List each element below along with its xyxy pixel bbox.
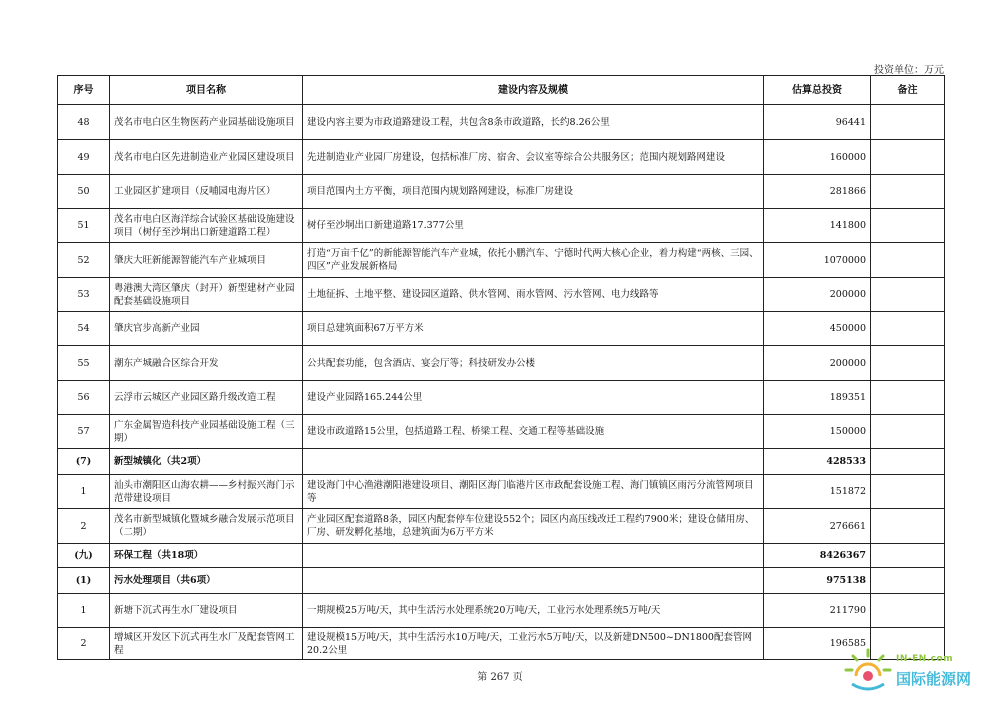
- cell-construction-content: 打造“万亩千亿”的新能源智能汽车产业城，依托小鹏汽车、宁德时代两大核心企业，着力构建“两核、三园、四区”产业发展新格局: [303, 243, 764, 278]
- table-group-row: [58, 544, 945, 568]
- cell-remark: [871, 381, 945, 415]
- cell-estimated-investment: 428533: [764, 449, 871, 475]
- cell-project-name: 茂名市电白区海洋综合试验区基础设施建设项目（树仔至沙垌出口新建道路工程）: [110, 209, 303, 243]
- cell-serial-number: 55: [58, 346, 110, 381]
- cell-remark: [871, 475, 945, 509]
- header-project-name: 项目名称: [110, 76, 303, 105]
- cell-serial-number: 53: [58, 278, 110, 312]
- table-row: [58, 140, 945, 175]
- cell-project-name: 茂名市电白区先进制造业产业园区建设项目: [110, 140, 303, 175]
- investment-unit-label: 投资单位：万元: [874, 65, 944, 76]
- project-table: [57, 75, 945, 660]
- cell-construction-content: 建设内容主要为市政道路建设工程，共包含8条市政道路，长约8.26公里: [303, 105, 764, 140]
- cell-remark: [871, 509, 945, 544]
- cell-estimated-investment: 160000: [764, 140, 871, 175]
- cell-serial-number: 2: [58, 628, 110, 660]
- cell-project-name: 粤港澳大湾区肇庆（封开）新型建材产业园配套基础设施项目: [110, 278, 303, 312]
- cell-remark: [871, 594, 945, 628]
- cell-project-name: 茂名市电白区生物医药产业园基础设施项目: [110, 105, 303, 140]
- cell-serial-number: 57: [58, 415, 110, 449]
- cell-estimated-investment: 8426367: [764, 544, 871, 568]
- table-header-row: [58, 76, 945, 105]
- cell-serial-number: 51: [58, 209, 110, 243]
- cell-project-name: 茂名市新型城镇化暨城乡融合发展示范项目（二期）: [110, 509, 303, 544]
- cell-remark: [871, 243, 945, 278]
- cell-construction-content: 一期规模25万吨/天，其中生活污水处理系统20万吨/天，工业污水处理系统5万吨/天: [303, 594, 764, 628]
- in-en-logo-icon: [842, 646, 894, 698]
- cell-construction-content: 建设规模15万吨/天，其中生活污水10万吨/天，工业污水5万吨/天，以及新建DN500~DN1800配套管网20.2公里: [303, 628, 764, 660]
- cell-project-name: 汕头市潮阳区山海农耕——乡村振兴海门示范带建设项目: [110, 475, 303, 509]
- cell-project-name: 工业园区扩建项目（反哺园电海片区）: [110, 175, 303, 209]
- cell-estimated-investment: 211790: [764, 594, 871, 628]
- cell-construction-content: 建设海门中心渔港潮阳港建设项目、潮阳区海门临港片区市政配套设施工程、海门镇镇区雨污分流管网项目等: [303, 475, 764, 509]
- table-row: [58, 312, 945, 346]
- page-number: 第 267 页: [477, 672, 523, 683]
- cell-estimated-investment: 450000: [764, 312, 871, 346]
- cell-estimated-investment: 200000: [764, 278, 871, 312]
- cell-construction-content: 先进制造业产业园厂房建设，包括标准厂房、宿舍、会议室等综合公共服务区；范围内规划路网建设: [303, 140, 764, 175]
- cell-construction-content: 建设产业园路165.244公里: [303, 381, 764, 415]
- cell-estimated-investment: 196585: [764, 628, 871, 660]
- cell-construction-content: [303, 544, 764, 568]
- cell-remark: [871, 568, 945, 594]
- table-row: [58, 209, 945, 243]
- cell-remark: [871, 415, 945, 449]
- cell-project-name: 环保工程（共18项）: [110, 544, 303, 568]
- cell-serial-number: (九): [58, 544, 110, 568]
- cell-project-name: 新塘下沉式再生水厂建设项目: [110, 594, 303, 628]
- cell-construction-content: 建设市政道路15公里，包括道路工程、桥梁工程、交通工程等基础设施: [303, 415, 764, 449]
- cell-construction-content: 树仔至沙垌出口新建道路17.377公里: [303, 209, 764, 243]
- cell-remark: [871, 278, 945, 312]
- cell-estimated-investment: 141800: [764, 209, 871, 243]
- cell-project-name: 潮东产城融合区综合开发: [110, 346, 303, 381]
- cell-remark: [871, 175, 945, 209]
- table-row: [58, 475, 945, 509]
- cell-estimated-investment: 189351: [764, 381, 871, 415]
- cell-estimated-investment: 276661: [764, 509, 871, 544]
- cell-serial-number: 1: [58, 475, 110, 509]
- table-row: [58, 509, 945, 544]
- header-remark: 备注: [871, 76, 945, 105]
- table-row: [58, 628, 945, 660]
- cell-estimated-investment: 150000: [764, 415, 871, 449]
- watermark-site-name: 国际能源网: [896, 670, 972, 688]
- cell-serial-number: 49: [58, 140, 110, 175]
- table-row: [58, 346, 945, 381]
- cell-construction-content: 产业园区配套道路8条，园区内配套停车位建设552个；园区内高压线改迁工程约7900米；建设仓储用房、厂房、研发孵化基地，总建筑面为6万平方米: [303, 509, 764, 544]
- cell-project-name: 污水处理项目（共6项）: [110, 568, 303, 594]
- cell-remark: [871, 105, 945, 140]
- table-group-row: [58, 449, 945, 475]
- table-group-row: [58, 568, 945, 594]
- table-row: [58, 381, 945, 415]
- cell-serial-number: (7): [58, 449, 110, 475]
- cell-construction-content: 土地征拆、土地平整、建设园区道路、供水管网、雨水管网、污水管网、电力线路等: [303, 278, 764, 312]
- table-row: [58, 105, 945, 140]
- cell-remark: [871, 209, 945, 243]
- cell-remark: [871, 312, 945, 346]
- cell-remark: [871, 140, 945, 175]
- table-row: [58, 594, 945, 628]
- cell-project-name: 肇庆官步高新产业园: [110, 312, 303, 346]
- cell-construction-content: 公共配套功能，包含酒店、宴会厅等；科技研发办公楼: [303, 346, 764, 381]
- cell-remark: [871, 346, 945, 381]
- cell-construction-content: 项目总建筑面积67万平方米: [303, 312, 764, 346]
- cell-project-name: 新型城镇化（共2项）: [110, 449, 303, 475]
- header-construction-content: 建设内容及规模: [303, 76, 764, 105]
- cell-construction-content: [303, 449, 764, 475]
- cell-project-name: 广东金属智造科技产业园基础设施工程（三期）: [110, 415, 303, 449]
- cell-construction-content: [303, 568, 764, 594]
- cell-estimated-investment: 200000: [764, 346, 871, 381]
- watermark: [842, 646, 992, 698]
- cell-serial-number: 54: [58, 312, 110, 346]
- cell-estimated-investment: 975138: [764, 568, 871, 594]
- cell-serial-number: 1: [58, 594, 110, 628]
- cell-serial-number: 52: [58, 243, 110, 278]
- cell-serial-number: 50: [58, 175, 110, 209]
- cell-project-name: 肇庆大旺新能源智能汽车产业城项目: [110, 243, 303, 278]
- cell-serial-number: (1): [58, 568, 110, 594]
- cell-serial-number: 48: [58, 105, 110, 140]
- table-row: [58, 278, 945, 312]
- cell-remark: [871, 544, 945, 568]
- cell-estimated-investment: 96441: [764, 105, 871, 140]
- cell-project-name: 增城区开发区下沉式再生水厂及配套管网工程: [110, 628, 303, 660]
- cell-serial-number: 56: [58, 381, 110, 415]
- table-row: [58, 175, 945, 209]
- table-row: [58, 243, 945, 278]
- cell-estimated-investment: 281866: [764, 175, 871, 209]
- cell-project-name: 云浮市云城区产业园区路升级改造工程: [110, 381, 303, 415]
- header-serial-number: 序号: [58, 76, 110, 105]
- watermark-domain: IN-EN.com: [896, 654, 954, 664]
- cell-estimated-investment: 151872: [764, 475, 871, 509]
- cell-serial-number: 2: [58, 509, 110, 544]
- cell-construction-content: 项目范围内土方平衡，项目范围内规划路网建设，标准厂房建设: [303, 175, 764, 209]
- cell-estimated-investment: 1070000: [764, 243, 871, 278]
- cell-remark: [871, 449, 945, 475]
- header-estimated-investment: 估算总投资: [764, 76, 871, 105]
- table-row: [58, 415, 945, 449]
